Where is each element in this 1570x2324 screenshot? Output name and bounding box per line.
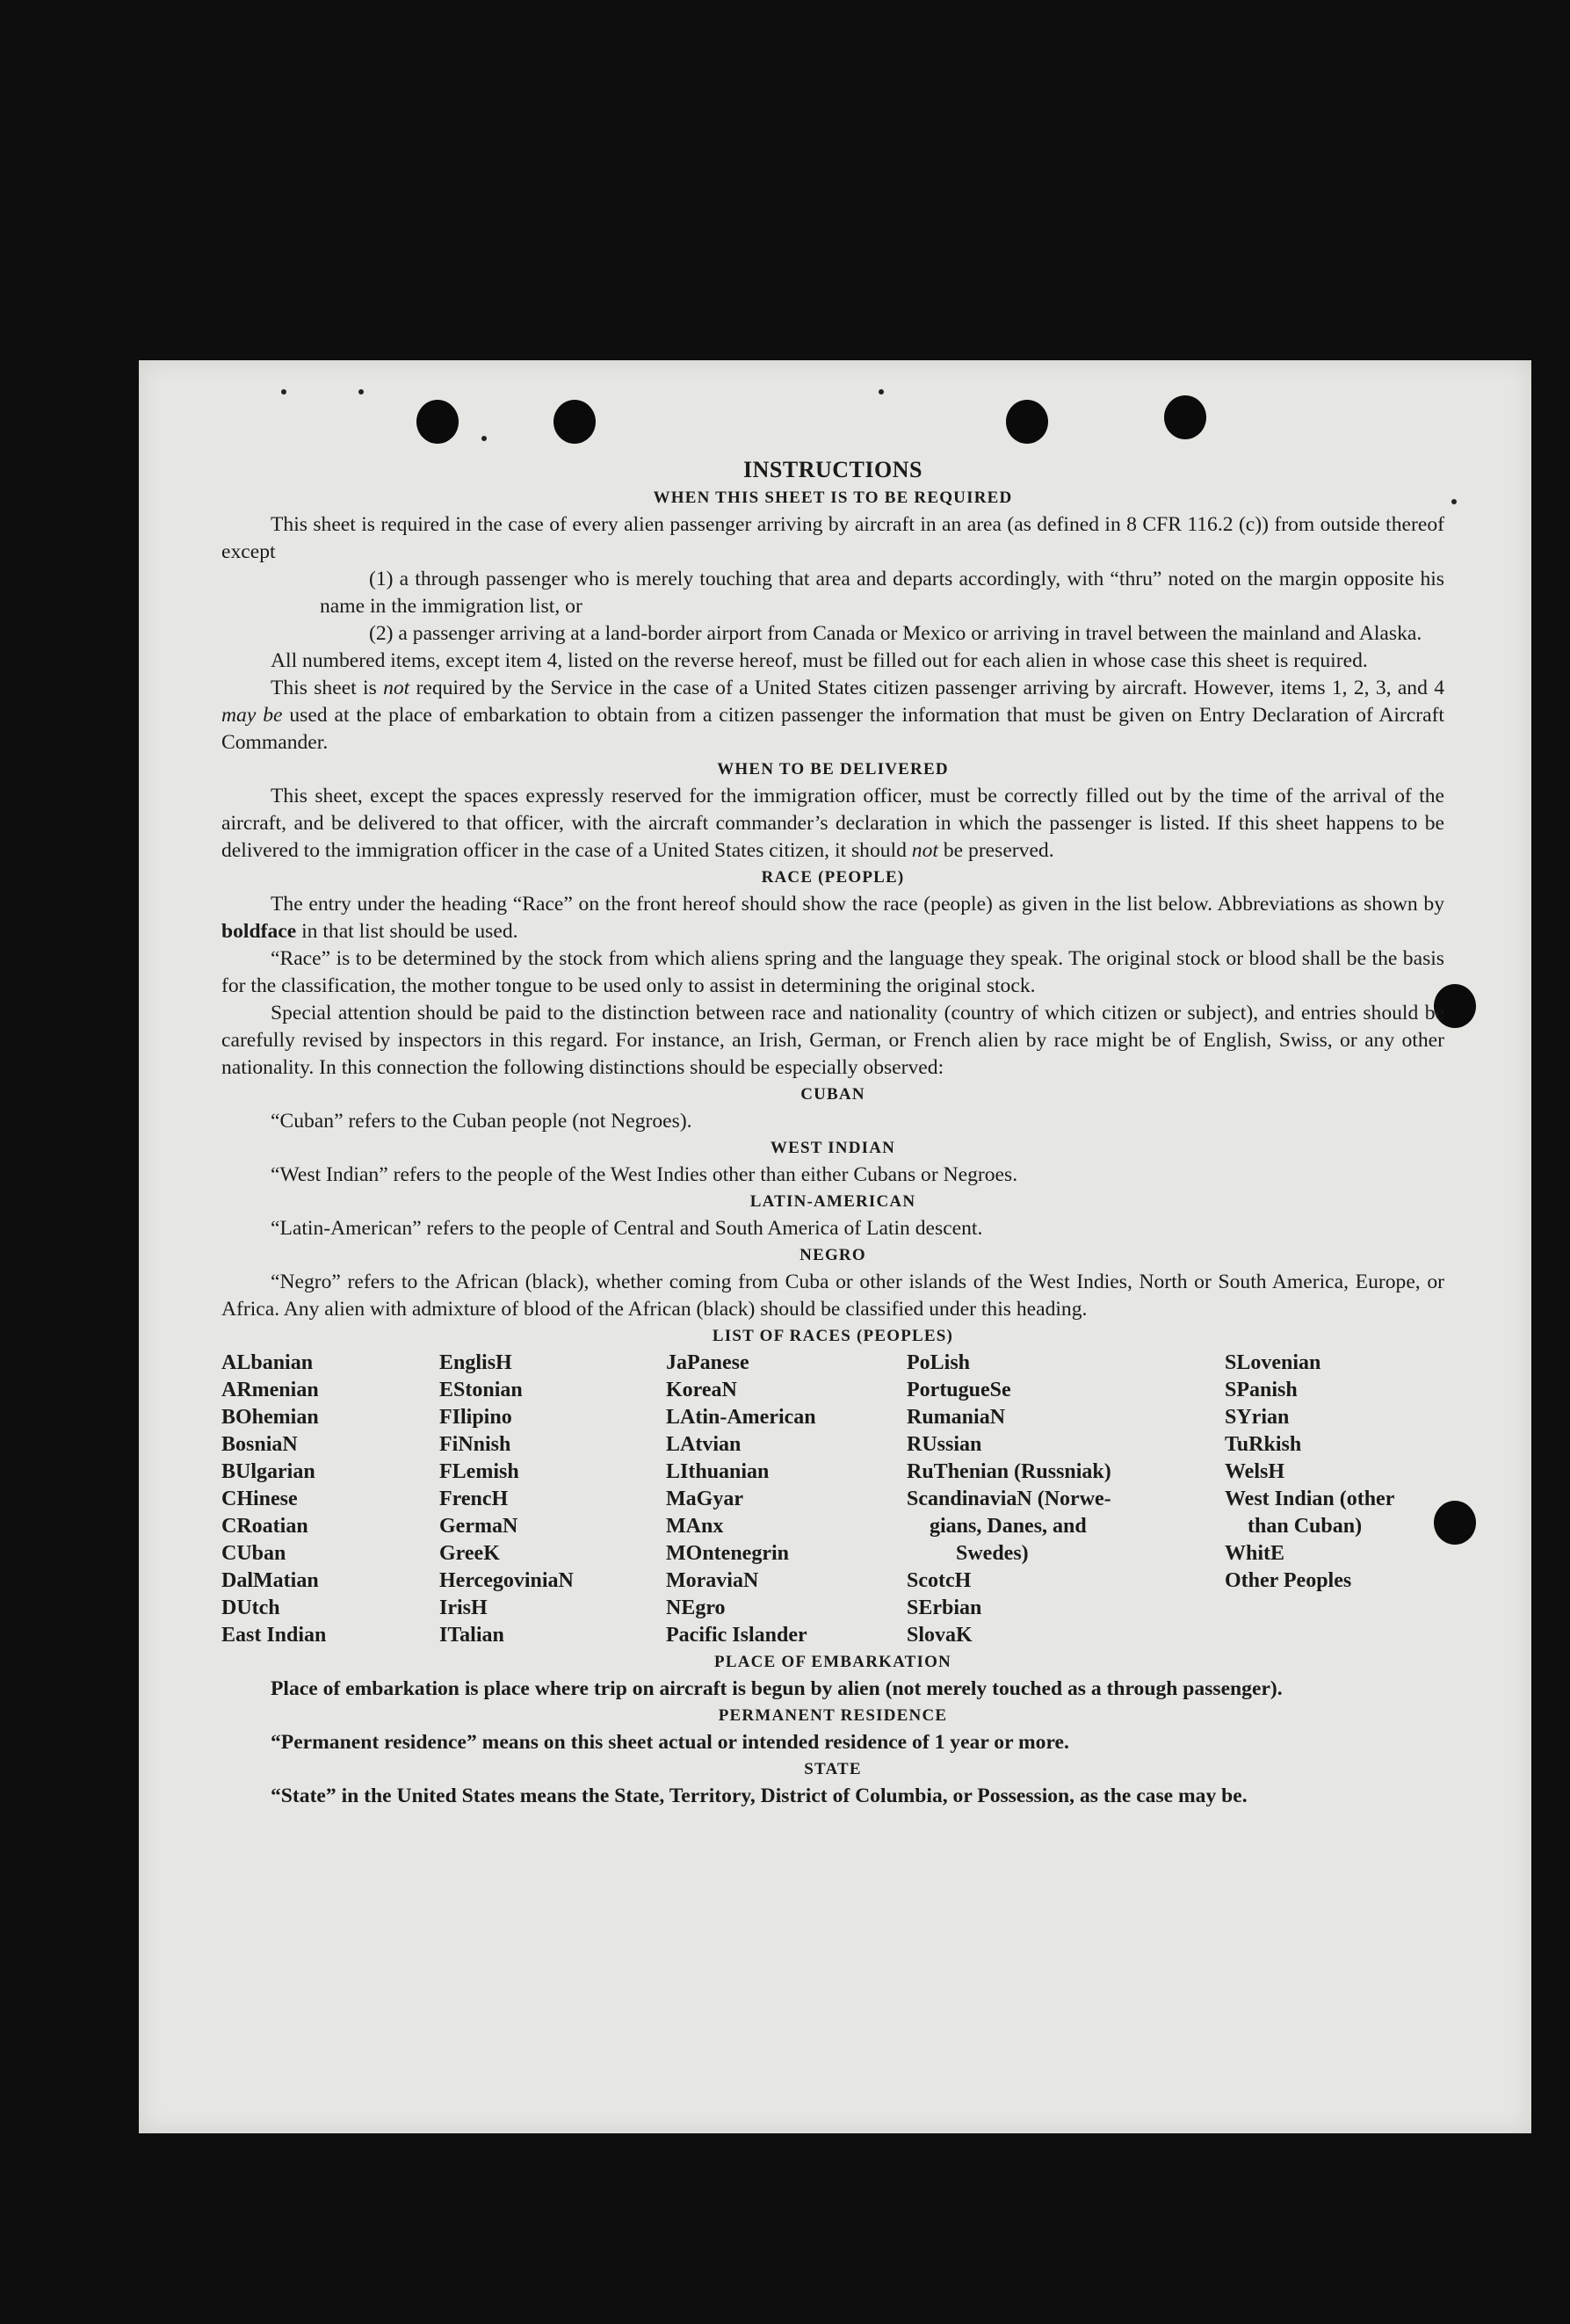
race-item: SPanish bbox=[1225, 1379, 1298, 1401]
race-item: TuRkish bbox=[1225, 1433, 1302, 1456]
section-title-race: RACE (PEOPLE) bbox=[761, 868, 905, 887]
race-item: MoraviaN bbox=[666, 1569, 759, 1592]
race-item: CUban bbox=[221, 1542, 286, 1565]
race-item: SYrian bbox=[1225, 1406, 1290, 1429]
race-item: Pacific Islander bbox=[666, 1624, 807, 1647]
emphasis: may be bbox=[221, 704, 283, 727]
race-list bbox=[221, 1350, 1444, 1649]
section-title-state: STATE bbox=[804, 1760, 862, 1778]
text-span: used at the place of embarkation to obtain from a citizen passenger the information that must be given on Entry Declaration of Aircraft Commander. bbox=[221, 704, 1444, 754]
race-item: BOhemian bbox=[221, 1406, 319, 1429]
race-item: SLovenian bbox=[1225, 1351, 1321, 1374]
section-title-races: LIST OF RACES (PEOPLES) bbox=[712, 1327, 954, 1345]
punch-hole bbox=[416, 400, 459, 444]
race-item: ITalian bbox=[439, 1624, 504, 1647]
page-title: INSTRUCTIONS bbox=[743, 457, 922, 482]
race-item: GreeK bbox=[439, 1542, 500, 1565]
text-span: in that list should be used. bbox=[296, 920, 518, 943]
race-item: FrencH bbox=[439, 1488, 509, 1510]
race-item: IrisH bbox=[439, 1596, 488, 1619]
text-span: be preserved. bbox=[937, 839, 1054, 862]
race-item: SlovaK bbox=[907, 1624, 973, 1647]
punch-hole bbox=[1006, 400, 1048, 444]
paragraph: Special attention should be paid to the distinction between race and nationality (country of which citizen or subject), and entries should be carefully revised by inspectors in this regard. For instance, an Irish, German, or French alien by race might be of English, Swiss, or any other nationality. In this connection the following distinctions should be especially observed: bbox=[221, 1002, 1444, 1079]
text-span: The entry under the heading “Race” on the front hereof should show the race (people) as given in the list below. Abbreviations as shown by bbox=[271, 893, 1444, 916]
race-item: ARmenian bbox=[221, 1379, 319, 1401]
race-item: RuThenian (Russniak) bbox=[907, 1460, 1111, 1483]
race-item: FIlipino bbox=[439, 1406, 512, 1429]
race-item: ScotcH bbox=[907, 1569, 972, 1592]
race-item: LIthuanian bbox=[666, 1460, 770, 1483]
race-item: DUtch bbox=[221, 1596, 280, 1619]
bold-text: boldface bbox=[221, 920, 297, 943]
race-item-continuation: Swedes) bbox=[956, 1542, 1029, 1565]
paragraph: “State” in the United States means the State, Territory, District of Columbia, or Possession, as the case may be. bbox=[271, 1785, 1248, 1807]
race-item: SErbian bbox=[907, 1596, 982, 1619]
list-item: (2) a passenger arriving at a land-border airport from Canada or Mexico or arriving in travel between the mainland and Alaska. bbox=[369, 622, 1422, 645]
race-item: HercegoviniaN bbox=[439, 1569, 574, 1592]
paragraph: “West Indian” refers to the people of the West Indies other than either Cubans or Negroes. bbox=[271, 1163, 1018, 1186]
list-item: (1) a through passenger who is merely touching that area and departs accordingly, with “thru” noted on the margin opposite his name in the immigration list, or bbox=[320, 568, 1444, 618]
race-item: EnglisH bbox=[439, 1351, 512, 1374]
ink-speck bbox=[281, 389, 286, 395]
section-title-residence: PERMANENT RESIDENCE bbox=[718, 1706, 948, 1725]
paragraph bbox=[221, 891, 1444, 945]
ink-speck bbox=[879, 389, 884, 395]
race-item: JaPanese bbox=[666, 1351, 749, 1374]
emphasis: not bbox=[911, 839, 938, 862]
race-item: LAtin-American bbox=[666, 1406, 816, 1429]
race-column-2 bbox=[439, 1350, 666, 1649]
punch-hole bbox=[553, 400, 596, 444]
section-title-negro: NEGRO bbox=[799, 1246, 866, 1264]
race-item: NEgro bbox=[666, 1596, 726, 1619]
race-item: WelsH bbox=[1225, 1460, 1285, 1483]
ink-speck bbox=[481, 436, 487, 441]
race-item: DalMatian bbox=[221, 1569, 319, 1592]
race-item: EStonian bbox=[439, 1379, 523, 1401]
paragraph: “Race” is to be determined by the stock from which aliens spring and the language they speak. The original stock or blood shall be the basis for the classification, the mother tongue to be used only to assist in determining the original stock. bbox=[221, 947, 1444, 997]
race-item: BUlgarian bbox=[221, 1460, 315, 1483]
emphasis: not bbox=[383, 677, 410, 699]
paragraph: “Permanent residence” means on this sheet actual or intended residence of 1 year or more. bbox=[271, 1731, 1069, 1754]
ink-speck bbox=[1451, 499, 1457, 504]
text-span: This sheet, except the spaces expressly reserved for the immigration officer, must be correctly filled out by the time of the arrival of the aircraft, and be delivered to that officer, with the aircraft commander’s declaration in which the passenger is listed. If this sheet happens to be delivered to the immigration officer in the case of a United States citizen, it should bbox=[221, 785, 1444, 862]
race-item: East Indian bbox=[221, 1624, 327, 1647]
section-title-cuban: CUBAN bbox=[800, 1085, 865, 1104]
punch-hole bbox=[1164, 395, 1206, 439]
paragraph: Place of embarkation is place where trip on aircraft is begun by alien (not merely touched as a through passenger). bbox=[271, 1677, 1283, 1700]
paragraph: “Latin-American” refers to the people of Central and South America of Latin descent. bbox=[271, 1217, 983, 1240]
section-title-embarkation: PLACE OF EMBARKATION bbox=[714, 1653, 951, 1671]
paragraph bbox=[221, 675, 1444, 757]
race-item: MaGyar bbox=[666, 1488, 743, 1510]
race-item: RumaniaN bbox=[907, 1406, 1006, 1429]
section-title-delivered: WHEN TO BE DELIVERED bbox=[717, 760, 949, 778]
race-item: FiNnish bbox=[439, 1433, 511, 1456]
section-title-west-indian: WEST INDIAN bbox=[770, 1139, 896, 1157]
paragraph: This sheet is required in the case of every alien passenger arriving by aircraft in an area (as defined in 8 CFR 116.2 (c)) from outside thereof except bbox=[221, 513, 1444, 563]
race-item: GermaN bbox=[439, 1515, 518, 1538]
paragraph: All numbered items, except item 4, listed on the reverse hereof, must be filled out for each alien in whose case this sheet is required. bbox=[271, 649, 1368, 672]
race-item: LAtvian bbox=[666, 1433, 742, 1456]
race-item: MAnx bbox=[666, 1515, 724, 1538]
race-item: ALbanian bbox=[221, 1351, 314, 1374]
race-item: CHinese bbox=[221, 1488, 298, 1510]
race-item: FLemish bbox=[439, 1460, 519, 1483]
race-item: West Indian (other bbox=[1225, 1488, 1395, 1510]
race-item: Other Peoples bbox=[1225, 1569, 1352, 1592]
race-item: MOntenegrin bbox=[666, 1542, 789, 1565]
race-item: RUssian bbox=[907, 1433, 982, 1456]
race-item: BosniaN bbox=[221, 1433, 298, 1456]
text-span: This sheet is bbox=[271, 677, 384, 699]
race-item-continuation: gians, Danes, and bbox=[930, 1515, 1087, 1538]
paragraph: “Cuban” refers to the Cuban people (not Negroes). bbox=[271, 1110, 692, 1133]
race-column-1 bbox=[221, 1350, 439, 1649]
race-item: PortugueSe bbox=[907, 1379, 1011, 1401]
section-title-required: WHEN THIS SHEET IS TO BE REQUIRED bbox=[653, 489, 1013, 507]
race-item-continuation: than Cuban) bbox=[1248, 1515, 1363, 1538]
instructions-content bbox=[221, 455, 1444, 1810]
race-item: WhitE bbox=[1225, 1542, 1285, 1565]
race-column-5 bbox=[1225, 1350, 1444, 1649]
race-column-3 bbox=[666, 1350, 907, 1649]
race-item: ScandinaviaN (Norwe- bbox=[907, 1488, 1111, 1510]
section-title-latin-american: LATIN-AMERICAN bbox=[749, 1192, 916, 1211]
race-item: PoLish bbox=[907, 1351, 971, 1374]
paragraph: “Negro” refers to the African (black), whether coming from Cuba or other islands of the West Indies, North or South America, Europe, or Africa. Any alien with admixture of blood of the African (black) should be classified under this heading. bbox=[221, 1271, 1444, 1321]
ink-speck bbox=[358, 389, 364, 395]
race-column-4 bbox=[907, 1350, 1225, 1649]
paragraph bbox=[221, 783, 1444, 865]
race-item: KoreaN bbox=[666, 1379, 737, 1401]
race-item: CRoatian bbox=[221, 1515, 308, 1538]
text-span: required by the Service in the case of a United States citizen passenger arriving by aircraft. However, items 1, 2, 3, and 4 bbox=[409, 677, 1444, 699]
